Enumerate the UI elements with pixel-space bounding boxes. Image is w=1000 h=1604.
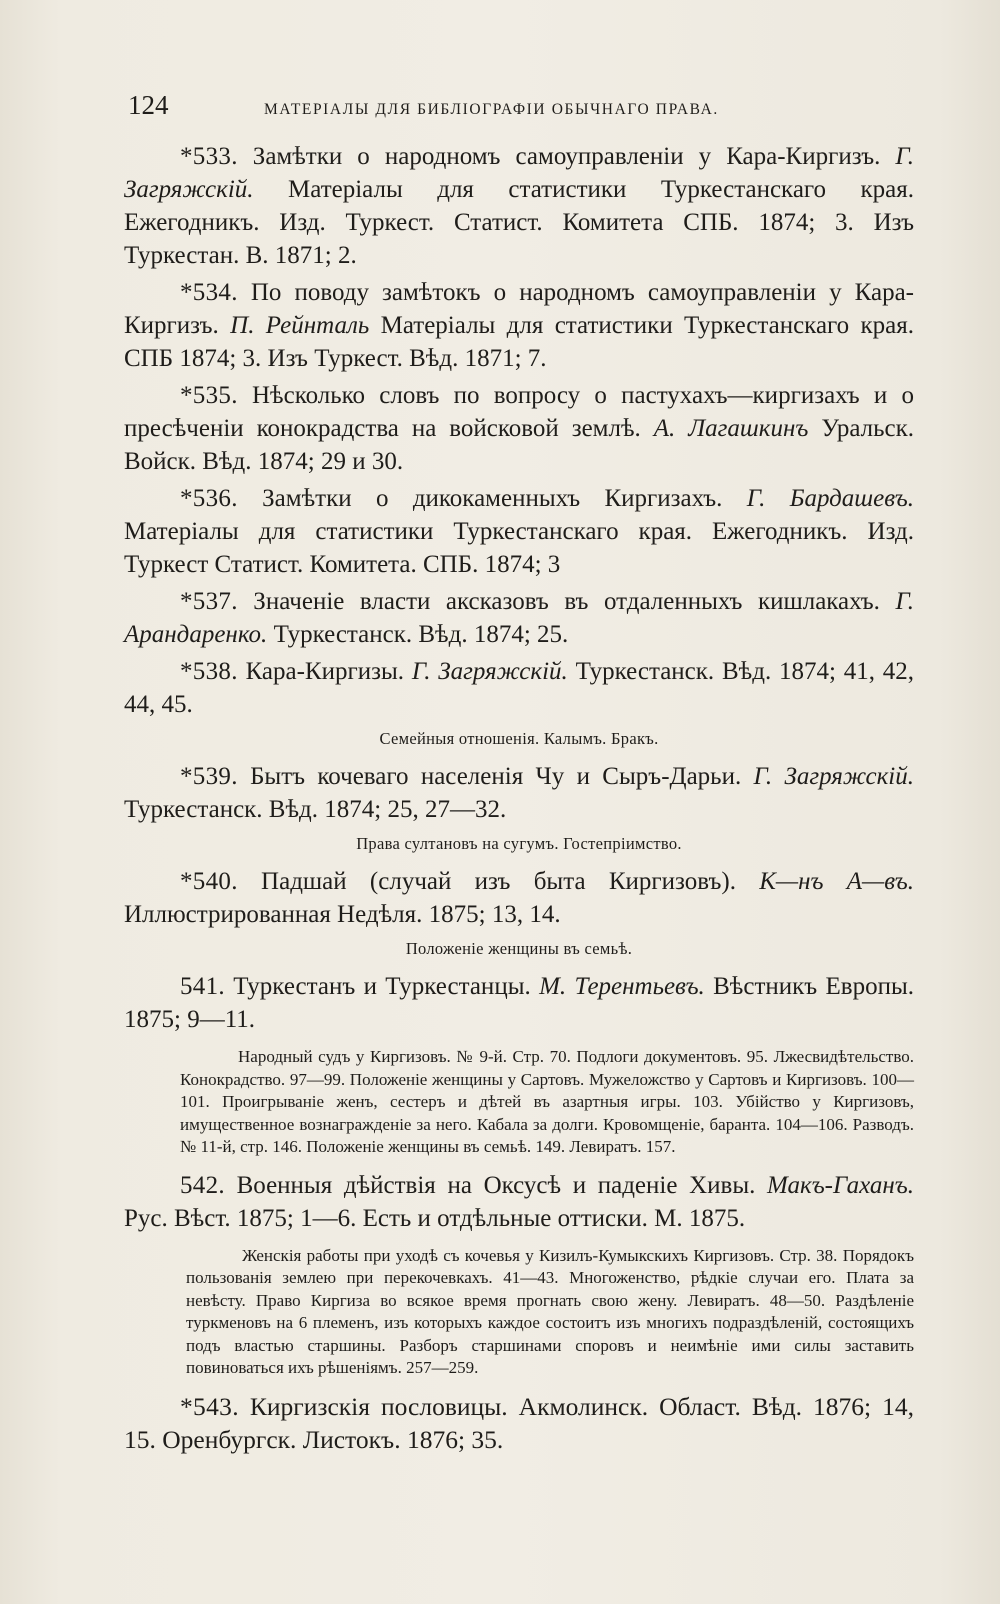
- entry-source: Рус. Вѣст. 1875; 1—6. Есть и отдѣльные оттиски. М. 1875.: [124, 1204, 746, 1232]
- entry-author: Макъ-Гаханъ.: [767, 1171, 914, 1199]
- bibliography-entry: [124, 865, 914, 931]
- entry-title: Бытъ кочеваго населенія Чу и Сыръ-Дарьи.: [250, 763, 742, 790]
- entry-number: *539.: [180, 763, 238, 790]
- running-head: [128, 90, 908, 126]
- bibliography-entry: [124, 970, 914, 1036]
- entry-note: Положеніе женщины въ семьѣ.: [405, 939, 633, 958]
- entry-number: *536.: [180, 485, 238, 512]
- page-number: 124: [128, 90, 169, 120]
- entry-number: *543.: [180, 1391, 239, 1421]
- bibliography-entries: [124, 140, 914, 1460]
- entry-summary: Женскія работы при уходѣ съ кочевья у Кизилъ-Кумыкскихъ Киргизовъ. Стр. 38. Порядокъ пользованія землею при перекочевкахъ. 41—43. Многоженство, рѣдкіе случаи его. Плата за невѣсту. Право Киргиза во всякое время прогнать свою жену. Левиратъ. 48—50. Раздѣленіе туркменовъ на 6 племенъ, изъ которыхъ каждое состоитъ изъ многихъ подраздѣленій, состоящихъ подъ властью старшины. Разборъ старшинами споровъ и неимѣніе ими силы заставить повиноваться ихъ рѣшеніямъ. 257—259.: [186, 1245, 914, 1377]
- bibliography-entry: [124, 655, 914, 721]
- bibliography-entry: [124, 276, 914, 375]
- bibliography-entry: [124, 379, 914, 478]
- entry-source: Туркестанск. Вѣд. 1874; 25.: [273, 621, 569, 648]
- entry-author: Г. Загряжскій.: [411, 658, 568, 685]
- running-title: МАТЕРІАЛЫ ДЛЯ БИБЛІОГРАФІИ ОБЫЧНАГО ПРАВА.: [264, 101, 719, 118]
- entry-source: Матеріалы для статистики Туркестанскаго края. Ежегодникъ. Изд. Туркест Статист. Комитета. СПБ. 1874; 3: [124, 518, 914, 578]
- entry-source: Вѣстникъ Европы. 1875; 9—11.: [124, 973, 915, 1033]
- entry-author: К—нъ А—въ.: [759, 868, 914, 895]
- bibliography-entry: [124, 482, 914, 581]
- entry-title: Значеніе власти аксказовъ въ отдаленныхъ кишлакахъ.: [253, 588, 880, 615]
- entry-source: Матеріалы для статистики Туркестанскаго края. СПБ 1874; 3. Изъ Туркест. Вѣд. 1871; 7.: [124, 312, 914, 372]
- entry-title: Замѣтки о дикокаменныхъ Киргизахъ.: [262, 485, 723, 512]
- entry-number: 541.: [180, 973, 225, 1000]
- entry-number: *533.: [180, 143, 238, 170]
- entry-source: Иллюстрированная Недѣля. 1875; 13, 14.: [124, 901, 561, 928]
- entry-source: Матеріалы для статистики Туркестанскаго края. Ежегодникъ. Изд. Туркест. Статист. Комитета СПБ. 1874; 3. Изъ Туркестан. В. 1871; 2.: [124, 176, 915, 269]
- entry-title: Нѣсколько словъ по вопросу о пастухахъ—киргизахъ и о пресѣченіи конокрадства на войсковой землѣ.: [124, 382, 914, 442]
- entry-source: Туркестанск. Вѣд. 1874; 41, 42, 44, 45.: [124, 658, 915, 718]
- entry-note: Семейныя отношенія. Калымъ. Бракъ.: [379, 729, 659, 748]
- entry-number: *540.: [180, 868, 238, 895]
- entry-title: Падшай (случай изъ быта Киргизовъ).: [261, 868, 736, 895]
- entry-author: М. Терентьевъ.: [539, 973, 705, 1000]
- bibliography-entry: [124, 1169, 914, 1235]
- bibliography-entry: [124, 1390, 914, 1456]
- entry-author: П. Рейнталь: [230, 312, 370, 339]
- entry-author: Г. Арандаренко.: [124, 588, 915, 648]
- entry-number: *535.: [180, 382, 238, 409]
- bibliography-entry: [124, 760, 914, 826]
- entry-title: Военныя дѣйствія на Оксусѣ и паденіе Хивы.: [236, 1171, 756, 1199]
- bibliography-entry: [124, 140, 914, 272]
- entry-title: По поводу замѣтокъ о народномъ самоуправленіи у Кара-Киргизъ.: [124, 279, 914, 339]
- entry-summary: Народный судъ у Киргизовъ. № 9-й. Стр. 70. Подлоги документовъ. 95. Лжесвидѣтельство. Конокрадство. 97—99. Положеніе женщины у Сартовъ. Мужеложство у Сартовъ и Киргизовъ. 100—101. Проигрываніе женъ, сестеръ и дѣтей въ азартныя игры. 103. Убійство у Киргизовъ, имущественное вознагражденіе за него. Кабала за долги. Кровомщеніе, баранта. 104—106. Разводъ. № 11-й, стр. 146. Положеніе женщины въ семьѣ. 149. Левиратъ. 157.: [180, 1047, 914, 1156]
- entry-number: *537.: [180, 588, 238, 615]
- entry-title: Замѣтки о народномъ самоуправленіи у Кара-Киргизъ.: [252, 143, 881, 170]
- entry-number: *538.: [180, 658, 238, 685]
- entry-title: Кара-Киргизы.: [245, 658, 405, 685]
- entry-number: 542.: [180, 1171, 225, 1199]
- entry-title: Киргизскія пословицы. Акмолинск. Област. Вѣд. 1876; 14, 15. Оренбургск. Листокъ. 1876; 35.: [124, 1391, 915, 1454]
- entry-title: Туркестанъ и Туркестанцы.: [233, 973, 531, 1000]
- entry-source: Туркестанск. Вѣд. 1874; 25, 27—32.: [124, 796, 507, 823]
- entry-author: Г. Загряжскій.: [124, 143, 915, 203]
- entry-note: Права султановъ на сугумъ. Гостепріимство.: [356, 834, 682, 853]
- entry-author: Г. Загряжскій.: [753, 763, 915, 790]
- entry-author: Г. Бардашевъ.: [746, 485, 915, 512]
- entry-number: *534.: [180, 279, 238, 306]
- bibliography-entry: [124, 585, 914, 651]
- entry-author: А. Лагашкинъ: [653, 415, 809, 442]
- entry-source: Уральск. Войск. Вѣд. 1874; 29 и 30.: [124, 415, 915, 475]
